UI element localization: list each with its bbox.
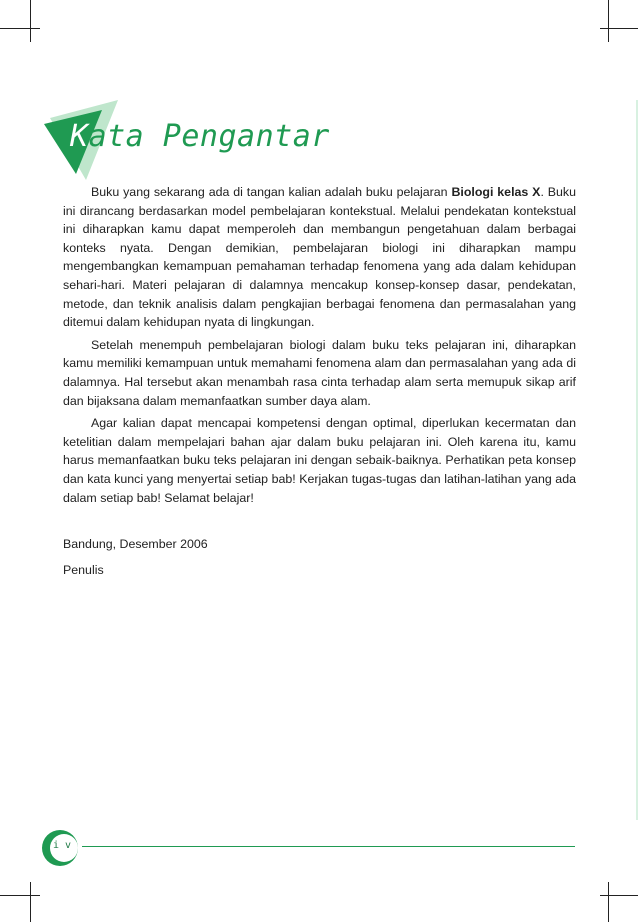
page-footer <box>40 828 580 868</box>
author: Penulis <box>63 562 104 577</box>
paragraph-1 <box>63 183 576 332</box>
title-first-letter: K <box>70 119 89 154</box>
crop-mark-top-left-v <box>30 0 31 42</box>
paragraph-3: Agar kalian dapat mencapai kompetensi dengan optimal, diperlukan kecermatan dan ketelitian dalam mempelajari bahan ajar dalam buku pelajaran ini. Oleh karena itu, kamu harus memanfaatkan buku teks pelajaran ini dengan sebaik-baiknya. Perhatikan peta konsep dan kata kunci yang menyertai setiap bab! Kerjakan tugas-tugas dan latihan-latihan yang ada dalam setiap bab! Selamat belajar! <box>63 416 576 505</box>
book-title-bold: Biologi kelas X <box>451 185 541 199</box>
crop-mark-top-right-h <box>600 28 638 29</box>
place-date: Bandung, Desember 2006 <box>63 537 208 551</box>
footer-rule <box>82 846 575 847</box>
crop-mark-bottom-right-v <box>608 882 609 922</box>
paragraph-1-intro: Buku yang sekarang ada di tangan kalian adalah buku pelajaran <box>91 185 452 199</box>
crop-mark-top-left-h <box>0 28 40 29</box>
crop-mark-bottom-left-v <box>30 882 31 922</box>
page-title <box>70 119 330 154</box>
page-number: i v <box>53 840 72 851</box>
crop-mark-bottom-left-h <box>0 895 40 896</box>
crop-mark-top-right-v <box>608 0 609 42</box>
paragraph-2: Setelah menempuh pembelajaran biologi dalam buku teks pelajaran ini, diharapkan kamu memiliki kemampuan untuk memahami fenomena alam dan permasalahan yang ada di dalamnya. Hal tersebut akan menambah rasa cinta terhadap alam serta memupuk sikap arif dan bijaksana dalam memanfaatkan sumber daya alam. <box>63 337 576 408</box>
closing-block <box>63 535 208 586</box>
preface-body <box>63 183 576 511</box>
title-rest: ata Pengantar <box>88 119 330 154</box>
crop-mark-bottom-right-h <box>600 895 638 896</box>
title-block <box>40 100 380 180</box>
paragraph-1-rest: . Buku ini dirancang berdasarkan model pembelajaran kontekstual. Melalui pendekatan kontekstual ini diharapkan kamu dapat memperoleh dan membangun pengetahuan dalam berbagai konteks nyata. Dengan demikian, pembelajaran biologi ini diharapkan mampu mengembangkan kemampuan pemahaman terhadap fenomena yang ada dalam kehidupan sehari-hari. Materi pelajaran di dalamnya mencakup konsep-konsep dasar, pendekatan, metode, dan teknik analisis dalam pengkajian berbagai fenomena dan permasalahan yang ditemui dalam kehidupan nyata di lingkungan. <box>63 185 576 330</box>
